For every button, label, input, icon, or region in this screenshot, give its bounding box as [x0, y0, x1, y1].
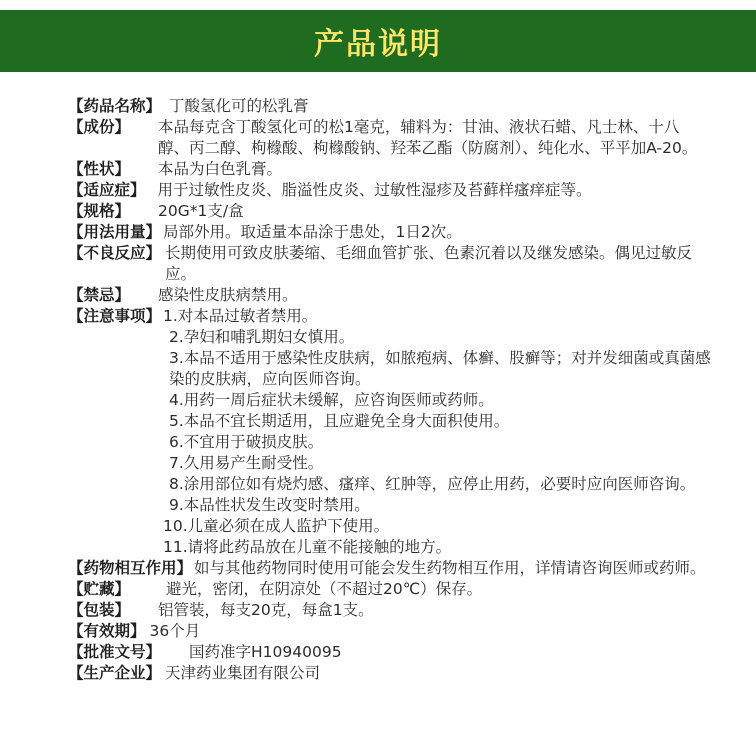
field-value: 避光，密闭，在阴凉处（不超过20℃）保存。 [166, 580, 483, 598]
field-value: 本品每克含丁酸氢化可的松1毫克，辅料为：甘油、液状石蜡、凡士林、十八醇、丙二醇、枸橼酸、枸橼酸钠、羟苯乙酯（防腐剂）、纯化水、平平加A-20。 [158, 118, 698, 157]
field-value: 铝管装，每支20克，每盒1支。 [158, 601, 374, 619]
field-value: 长期使用可致皮肤萎缩、毛细血管扩张、色素沉着以及继发感染。偶见过敏反应。 [165, 244, 693, 283]
precaution-item: 7.久用易产生耐受性。 [169, 454, 324, 472]
precaution-item: 8.涂用部位如有烧灼感、瘙痒、红肿等，应停止用药，必要时应向医师咨询。 [169, 475, 696, 493]
field-label: 【批准文号】 [68, 643, 162, 661]
row-appearance [68, 159, 748, 180]
precaution-item: 2.孕妇和哺乳期妇女慎用。 [169, 328, 355, 346]
row-drug-interactions [68, 558, 748, 579]
field-label: 【贮藏】 [68, 580, 131, 598]
field-value: 感染性皮肤病禁用。 [158, 286, 298, 304]
precaution-item: 10.儿童必须在成人监护下使用。 [163, 517, 390, 535]
row-dosage [68, 222, 748, 243]
precautions-list [161, 306, 748, 558]
field-label: 【禁忌】 [68, 286, 131, 304]
field-label: 【适应症】 [68, 181, 146, 199]
field-label: 【药品名称】 [68, 97, 162, 115]
row-contraindications [68, 285, 748, 306]
field-value: 如与其他药物同时使用可能会发生药物相互作用，详情请咨询医师或药师。 [194, 559, 706, 577]
row-indications [68, 180, 748, 201]
field-value: 36个月 [149, 622, 201, 640]
field-value: 本品为白色乳膏。 [158, 160, 283, 178]
field-value: 20G*1支/盒 [158, 202, 244, 220]
precaution-item: 11.请将此药品放在儿童不能接触的地方。 [163, 538, 452, 556]
field-label: 【包装】 [68, 601, 131, 619]
product-info [68, 96, 748, 684]
precaution-item: 1.对本品过敏者禁用。 [163, 307, 318, 325]
field-value: 国药准字H10940095 [189, 643, 342, 661]
row-approval-number [68, 642, 748, 663]
row-storage [68, 579, 748, 600]
field-label: 【成份】 [68, 118, 131, 136]
row-drug-name [68, 96, 748, 117]
precaution-item: 9.本品性状发生改变时禁用。 [169, 496, 370, 514]
field-label: 【用法用量】 [68, 223, 162, 241]
field-value: 局部外用。取适量本品涂于患处，1日2次。 [163, 223, 462, 241]
field-label: 【有效期】 [68, 622, 146, 640]
field-label: 【性状】 [68, 160, 131, 178]
row-specification [68, 201, 748, 222]
field-label: 【规格】 [68, 202, 131, 220]
title-banner [0, 10, 756, 72]
precaution-item: 5.本品不宜长期适用，且应避免全身大面积使用。 [169, 412, 510, 430]
field-value: 天津药业集团有限公司 [165, 664, 321, 682]
field-label: 【生产企业】 [68, 664, 162, 682]
field-label: 【药物相互作用】 [68, 559, 193, 577]
precaution-item: 6.不宜用于破损皮肤。 [169, 433, 324, 451]
field-value: 用于过敏性皮炎、脂溢性皮炎、过敏性湿疹及苔藓样瘙痒症等。 [157, 181, 592, 199]
field-label: 【不良反应】 [68, 244, 162, 262]
precaution-item: 4.用药一周后症状未缓解，应咨询医师或药师。 [169, 391, 494, 409]
row-precautions [68, 306, 748, 558]
row-ingredients [68, 117, 748, 159]
page-title: 产品说明 [314, 27, 442, 62]
row-adverse-reactions [68, 243, 748, 285]
row-manufacturer [68, 663, 748, 684]
row-packaging [68, 600, 748, 621]
precaution-item: 3.本品不适用于感染性皮肤病，如脓疱病、体癣、股癣等；对并发细菌或真菌感染的皮肤病，应向医师咨询。 [169, 349, 711, 388]
field-label: 【注意事项】 [68, 307, 162, 325]
row-shelf-life [68, 621, 748, 642]
field-value: 丁酸氢化可的松乳膏 [169, 97, 309, 115]
